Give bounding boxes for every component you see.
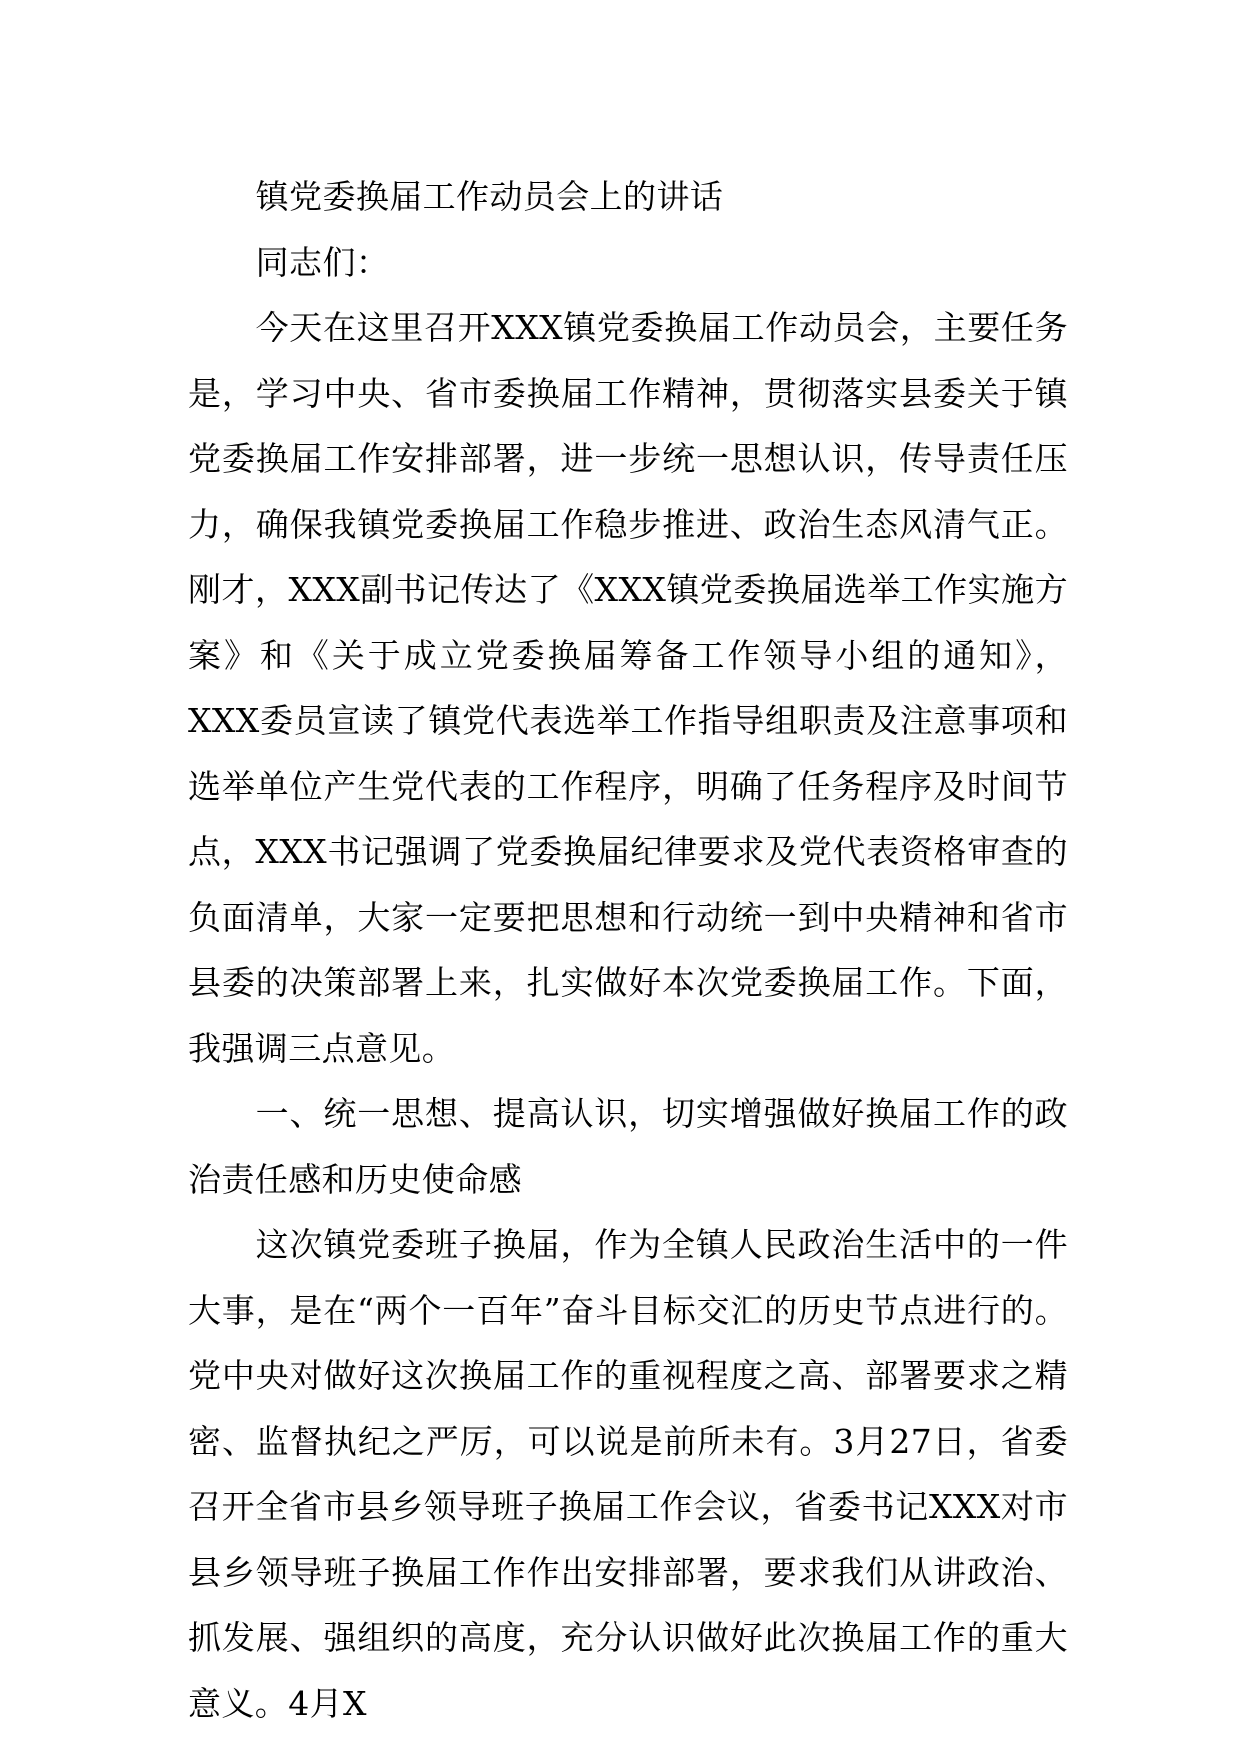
section-heading-1: 一、统一思想、提高认识，切实增强做好换届工作的政治责任感和历史使命感	[188, 1094, 1068, 1199]
document-title: 镇党委换届工作动员会上的讲话	[255, 177, 724, 216]
salutation: 同志们：	[255, 242, 390, 282]
paragraph-intro: 今天在这里召开XXX镇党委换届工作动员会，主要任务是，学习中央、省市委换届工作精神，贯彻落实县委关于镇党委换届工作安排部署，进一步统一思想认识，传导责任压力，确保我镇党委换届工作稳步推进、政治生态风清气正。刚才，XXX副书记传达了《XXX镇党委换届选举工作实施方案》和《关于成立党委换届筹备工作领导小组的通知》，XXX委员宣读了镇党代表选举工作指导组职责及注意事项和选举单位产生党代表的工作程序，明确了任务程序及时间节点，XXX书记强调了党委换届纪律要求及党代表资格审查的负面清单，大家一定要把思想和行动统一到中央精神和省市县委的决策部署上来，扎实做好本次党委换届工作。下面，我强调三点意见。	[188, 308, 1068, 1068]
document-body	[188, 164, 1068, 1736]
paragraph-section-1: 这次镇党委班子换届，作为全镇人民政治生活中的一件大事，是在“两个一百年”奋斗目标交汇的历史节点进行的。党中央对做好这次换届工作的重视程度之高、部署要求之精密、监督执纪之严厉，可以说是前所未有。3月27日，省委召开全省市县乡领导班子换届工作会议，省委书记XXX对市县乡领导班子换届工作作出安排部署，要求我们从讲政治、抓发展、强组织的高度，充分认识做好此次换届工作的重大意义。4月X	[188, 1225, 1068, 1723]
